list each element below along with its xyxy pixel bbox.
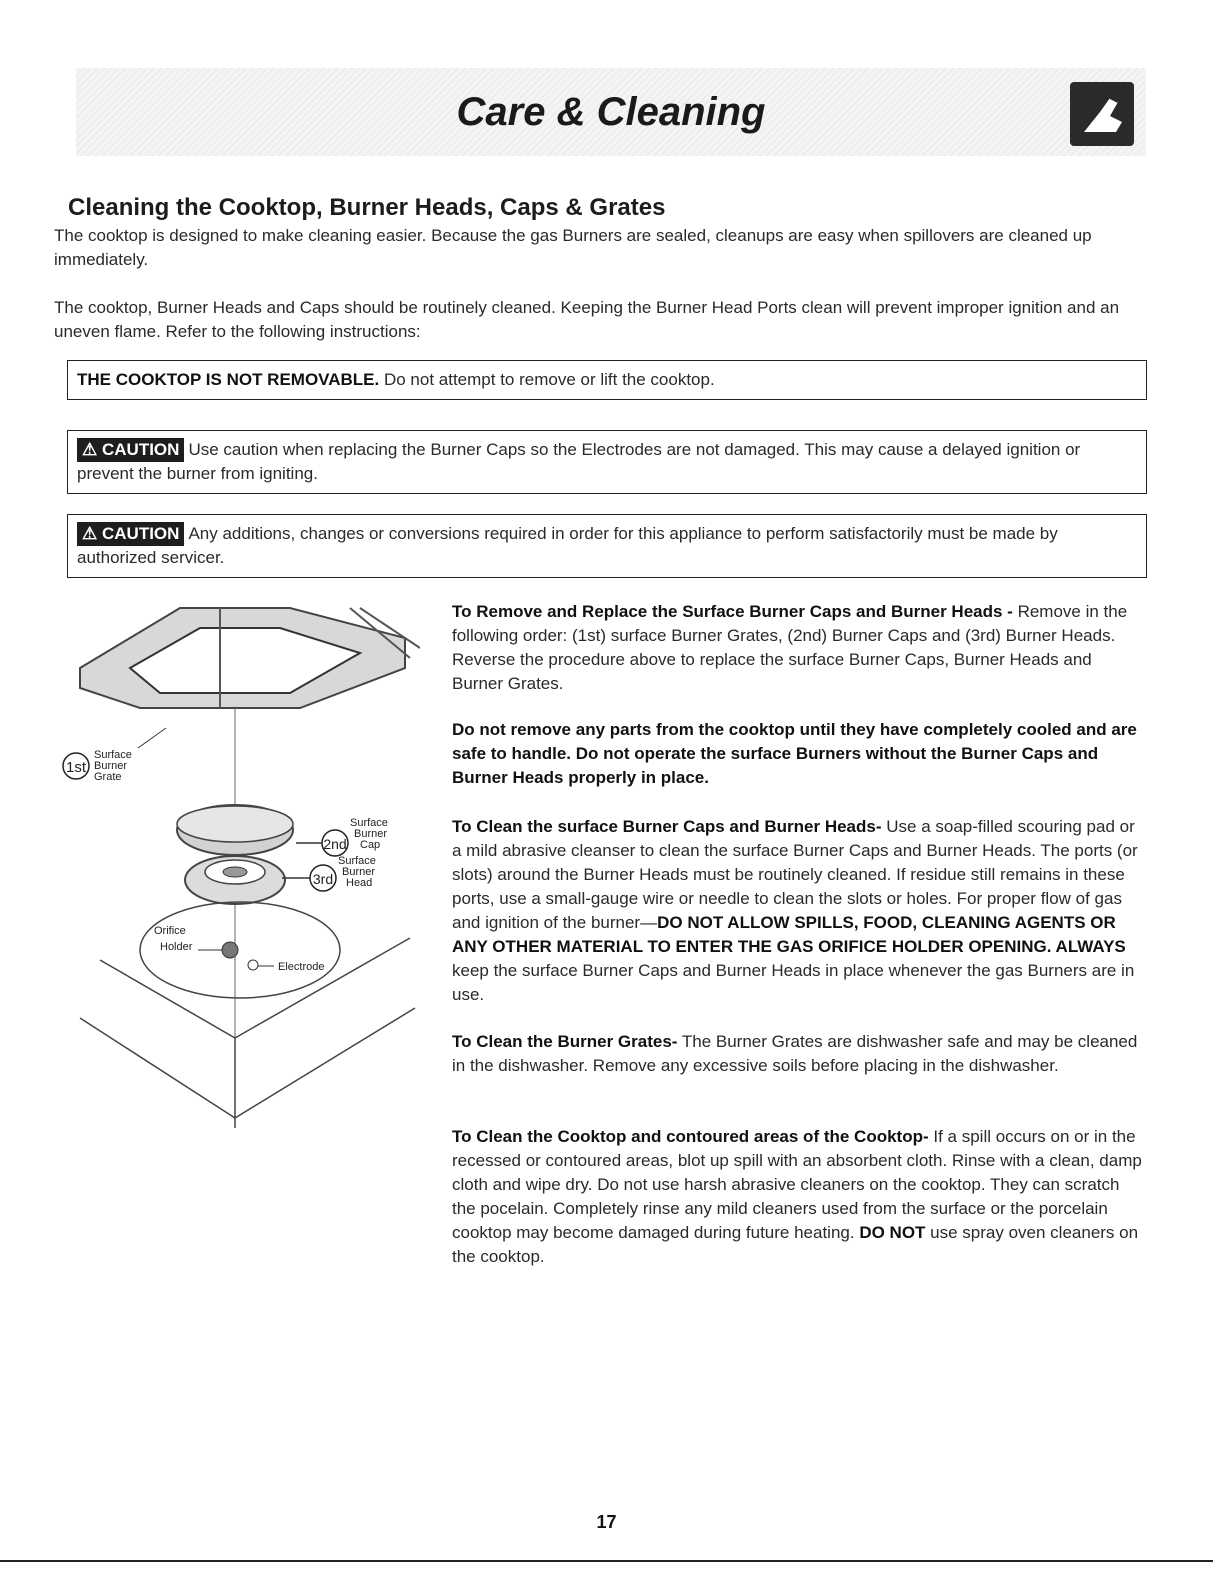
electrode-label: Electrode	[278, 961, 325, 973]
head-label-line1: Surface	[338, 855, 376, 867]
caution-badge	[77, 438, 184, 462]
grates-heading: To Clean the Burner Grates-	[452, 1032, 678, 1051]
step-1-label: 1st	[65, 759, 87, 776]
remove-replace-instructions	[452, 600, 1144, 696]
caution-text: Any additions, changes or conversions required in order for this appliance to perform satisfactorily must be made by authorized servicer.	[77, 524, 1058, 567]
notice-box	[67, 360, 1147, 400]
intro-paragraph-2: The cooktop, Burner Heads and Caps should be routinely cleaned. Keeping the Burner Head Ports clean will prevent improper ignition and an uneven flame. Refer to the following instructions:	[54, 298, 1120, 341]
notice-bold: THE COOKTOP IS NOT REMOVABLE.	[77, 370, 380, 389]
clean-caps-bold: DO NOT ALLOW SPILLS, FOOD, CLEANING AGENTS OR ANY OTHER MATERIAL TO ENTER THE GAS ORIFICE HOLDER OPENING. ALWAYS	[452, 913, 1126, 956]
footer-rule	[0, 1560, 1213, 1562]
warning-triangle-icon: ⚠	[82, 524, 98, 543]
burner-grate-drawing	[80, 608, 420, 708]
grates-text: The Burner Grates are dishwasher safe and may be cleaned in the dishwasher. Remove any excessive soils before placing in the dishwasher.	[452, 1032, 1138, 1075]
step-3-label: 3rd	[312, 871, 334, 887]
cooktop-heading: To Clean the Cooktop and contoured areas of the Cooktop-	[452, 1127, 929, 1146]
head-label-line3: Head	[346, 877, 373, 889]
safety-warning-text: Do not remove any parts from the cooktop until they have completely cooled and are safe to handle. Do not operate the surface Burners without the Burner Caps and Burner Heads properly in place.	[452, 720, 1137, 787]
section-title: Cleaning the Cooktop, Burner Heads, Caps & Grates	[68, 194, 666, 221]
caution-label: CAUTION	[101, 524, 180, 543]
safety-warning	[452, 718, 1144, 790]
grate-label-line2: Burner	[94, 760, 128, 772]
caution-box-1	[67, 430, 1147, 494]
cap-label-line2: Burner	[354, 828, 388, 840]
grate-label-line3: Grate	[94, 771, 122, 783]
page-number: 17	[596, 1512, 617, 1532]
cooktop-text-1: If a spill occurs on or in the recessed or contoured areas, blot up spill with an absorbent cloth. Rinse with a clean, damp cloth and wipe dry. Do not use harsh abrasive cleaners on the cooktop. They can scratch the pocelain. Completely rinse any mild cleaners used from the surface or the porcelain cooktop may become damaged during future heating.	[452, 1127, 1142, 1242]
remove-text: Remove in the following order: (1st) surface Burner Grates, (2nd) Burner Caps and (3rd) Burner Heads. Reverse the procedure above to replace the surface Burner Caps, Burner Heads and Burner Grates.	[452, 602, 1128, 693]
cooktop-text-2: use spray oven cleaners on the cooktop.	[452, 1223, 1139, 1266]
clean-caps-instructions	[452, 815, 1144, 1007]
orifice-label-line2: Holder	[160, 941, 193, 953]
cap-label-line1: Surface	[350, 817, 388, 829]
header-banner	[76, 68, 1146, 156]
clean-grates-instructions	[452, 1030, 1144, 1078]
electrode-drawing	[248, 960, 258, 970]
caution-label: CAUTION	[101, 440, 180, 459]
cooktop-bold: DO NOT	[859, 1223, 926, 1242]
caution-badge	[77, 522, 184, 546]
caution-box-2	[67, 514, 1147, 578]
cap-label-line3: Cap	[360, 839, 381, 851]
grate-label-line1: Surface	[94, 749, 132, 761]
step-2-label: 2nd	[323, 836, 347, 852]
clean-caps-text-1: Use a soap-filled scouring pad or a mild abrasive cleanser to clean the surface Burner Caps and Burner Heads. The ports (or slots) around the Burner Heads must be routinely cleaned. If residue still remains in these ports, use a small-gauge wire or needle to clean the slots or holes. For proper flow of gas and ignition of the burner—	[452, 817, 1138, 932]
clean-caps-text-2: keep the surface Burner Caps and Burner Heads in place whenever the gas Burners are in use.	[452, 961, 1135, 1004]
notice-text: Do not attempt to remove or lift the cooktop.	[379, 370, 715, 389]
burner-exploded-diagram	[60, 598, 420, 1148]
clean-cooktop-instructions	[452, 1125, 1144, 1269]
clean-caps-heading: To Clean the surface Burner Caps and Burner Heads-	[452, 817, 882, 836]
burner-head-drawing	[185, 856, 285, 904]
page-title: Care & Cleaning	[456, 90, 766, 134]
intro-paragraph-1: The cooktop is designed to make cleaning easier. Because the gas Burners are sealed, cleanups are easy when spillovers are cleaned up immediately.	[54, 226, 1092, 269]
head-label-line2: Burner	[342, 866, 376, 878]
caution-text: Use caution when replacing the Burner Caps so the Electrodes are not damaged. This may cause a delayed ignition or prevent the burner from igniting.	[77, 440, 1081, 483]
orifice-holder-drawing	[222, 942, 238, 958]
remove-heading: To Remove and Replace the Surface Burner Caps and Burner Heads -	[452, 602, 1013, 621]
orifice-label-line1: Orifice	[154, 925, 186, 937]
warning-triangle-icon: ⚠	[82, 440, 98, 459]
cleaning-hand-icon	[1070, 82, 1134, 146]
